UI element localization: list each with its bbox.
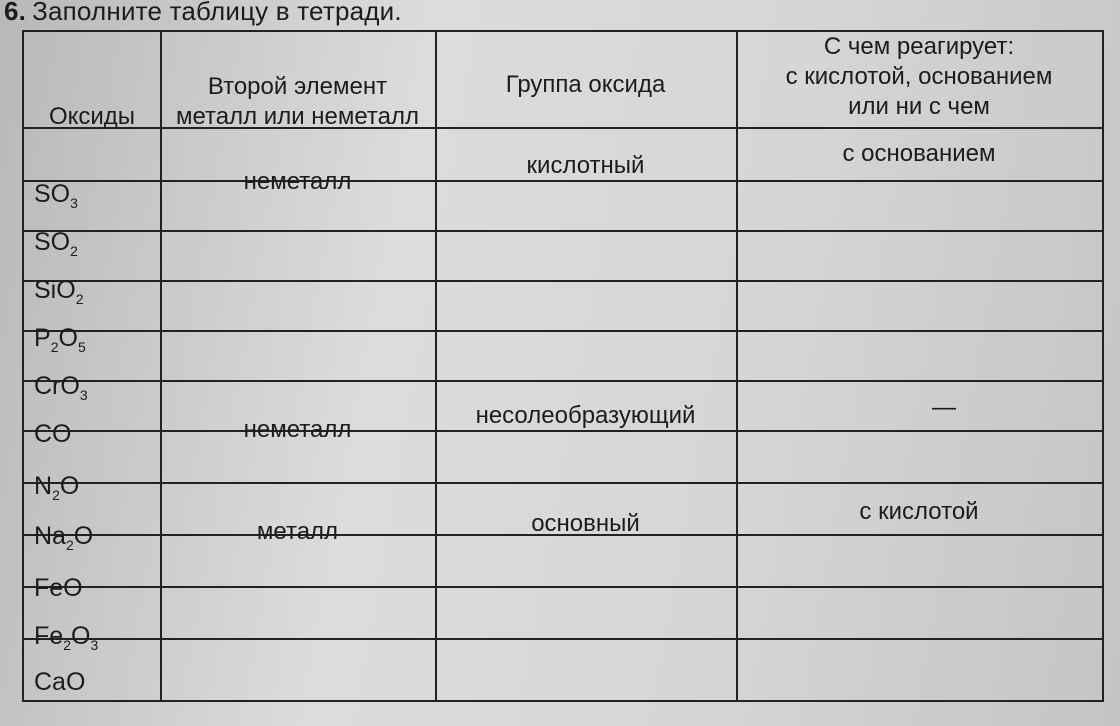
group-cell: несолеобразующий [475, 402, 696, 429]
element-cell: неметалл [243, 168, 352, 195]
oxide-formula: CaO [34, 668, 86, 696]
group-cell: основный [531, 510, 640, 537]
oxide-formula: $SO_3$ [34, 180, 78, 211]
reacts-cell: — [932, 394, 956, 421]
oxide-formula: FeO [34, 574, 83, 602]
row-divider [24, 230, 1102, 232]
oxide-table [22, 30, 1104, 702]
column-divider [435, 32, 437, 700]
row-divider [24, 586, 1102, 588]
oxide-formula: $N_2O$ [34, 472, 80, 503]
header-oxides: Оксиды [48, 103, 136, 130]
oxide-formula: $Na_2O$ [34, 522, 94, 553]
reacts-cell: с основанием [842, 140, 996, 167]
column-divider [736, 32, 738, 700]
header-element-line2: металл или неметалл [175, 103, 419, 130]
column-divider [160, 32, 162, 700]
reacts-cell: с кислотой [859, 498, 979, 525]
header-element [160, 72, 435, 132]
header-reacts-line1: С чем реагирует: [823, 33, 1015, 60]
row-divider [24, 330, 1102, 332]
header-reacts-line3: или ни с чем [848, 93, 990, 120]
header-reacts [736, 32, 1102, 122]
header-element-line1: Второй элемент [207, 73, 388, 100]
exercise-title [4, 0, 402, 27]
header-reacts-line2: с кислотой, основанием [785, 63, 1053, 90]
element-cell: металл [256, 518, 339, 545]
element-cell: неметалл [243, 416, 352, 443]
oxide-formula: $Fe_2O_3$ [34, 622, 99, 653]
row-divider [24, 482, 1102, 484]
oxide-formula: SiO$_2$ [34, 276, 84, 307]
row-divider [24, 280, 1102, 282]
exercise-instruction: Заполните таблицу в тетради. [32, 0, 402, 26]
oxide-formula: CrO$_3$ [34, 372, 88, 403]
oxide-formula: CO [34, 420, 72, 448]
header-group: Группа оксида [505, 71, 666, 98]
group-cell: кислотный [526, 152, 645, 179]
oxide-formula: $P_2O_5$ [34, 324, 86, 355]
exercise-number: 6. [4, 0, 27, 26]
oxide-formula: $SO_2$ [34, 228, 78, 259]
row-divider [24, 380, 1102, 382]
row-divider [24, 638, 1102, 640]
